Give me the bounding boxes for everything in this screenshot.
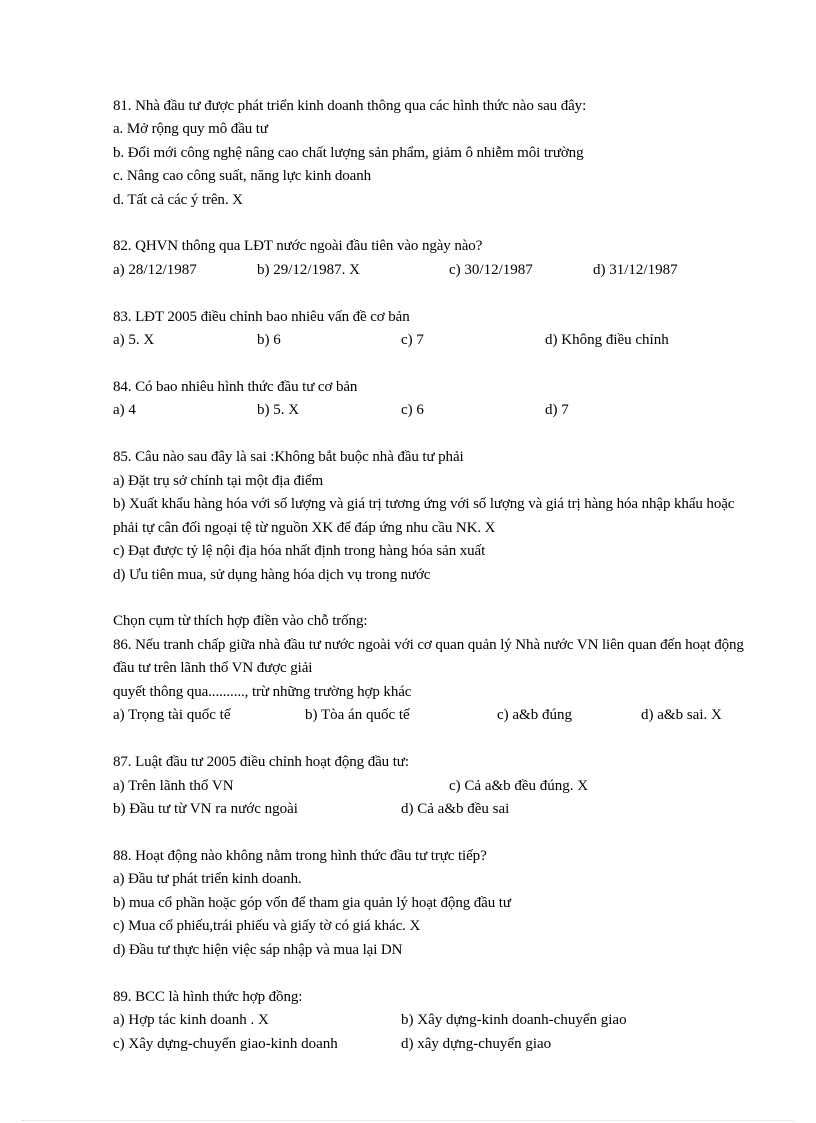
q81-option-b: b. Đổi mới công nghệ nâng cao chất lượng sản phẩm, giảm ô nhiễm môi trường xyxy=(113,145,584,161)
q82-option-d: d) 31/12/1987 xyxy=(593,262,678,278)
q86-option-b: b) Tòa án quốc tế xyxy=(305,707,410,723)
q81-option-c: c. Nâng cao công suất, năng lực kinh doanh xyxy=(113,168,372,184)
q83-option-c: c) 7 xyxy=(401,332,424,348)
q85-option-a: a) Đặt trụ sở chính tại một địa điểm xyxy=(113,473,324,489)
q87-option-d: d) Cả a&b đều sai xyxy=(401,801,510,817)
q83-option-d: d) Không điều chỉnh xyxy=(545,332,669,348)
q86-question-line1: 86. Nếu tranh chấp giữa nhà đầu tư nước ngoài với cơ quan quản lý Nhà nước VN liên quan đến hoạt động xyxy=(113,637,744,653)
q85-option-d: d) Ưu tiên mua, sử dụng hàng hóa dịch vụ trong nước xyxy=(113,567,431,583)
q83-question: 83. LĐT 2005 điều chỉnh bao nhiêu vấn đề cơ bản xyxy=(113,309,410,325)
q84-option-a: a) 4 xyxy=(113,402,136,418)
q87-question: 87. Luật đầu tư 2005 điều chỉnh hoạt động đầu tư: xyxy=(113,754,409,770)
q85-option-b-line1: b) Xuất khẩu hàng hóa với số lượng và giá trị tương ứng với số lượng và giá trị hàng hóa nhập khẩu hoặc xyxy=(113,496,735,512)
q88-question: 88. Hoạt động nào không nằm trong hình thức đầu tư trực tiếp? xyxy=(113,848,487,864)
q88-option-c: c) Mua cổ phiếu,trái phiếu và giấy tờ có giá khác. X xyxy=(113,918,421,934)
q86-option-c: c) a&b đúng xyxy=(497,707,572,723)
q85-option-c: c) Đạt được tỷ lệ nội địa hóa nhất định trong hàng hóa sản xuất xyxy=(113,543,486,559)
q81-option-a: a. Mở rộng quy mô đầu tư xyxy=(113,121,268,137)
q86-option-a: a) Trọng tài quốc tế xyxy=(113,707,231,723)
q83-option-b: b) 6 xyxy=(257,332,281,348)
q86-question-line2: đầu tư trên lãnh thổ VN được giải xyxy=(113,660,313,676)
q87-option-a: a) Trên lãnh thổ VN xyxy=(113,778,234,794)
q84-option-b: b) 5. X xyxy=(257,402,300,418)
q84-question: 84. Có bao nhiêu hình thức đầu tư cơ bản xyxy=(113,379,358,395)
q89-option-c: c) Xây dựng-chuyển giao-kinh doanh xyxy=(113,1036,338,1052)
q86-question-line3: quyết thông qua.........., trừ những trường hợp khác xyxy=(113,684,412,700)
q89-option-b: b) Xây dựng-kinh doanh-chuyển giao xyxy=(401,1012,627,1028)
q88-option-d: d) Đầu tư thực hiện việc sáp nhập và mua lại DN xyxy=(113,942,403,958)
q83-option-a: a) 5. X xyxy=(113,332,155,348)
q88-option-a: a) Đầu tư phát triển kinh doanh. xyxy=(113,871,302,887)
q89-option-a: a) Hợp tác kinh doanh . X xyxy=(113,1012,269,1028)
q82-option-b: b) 29/12/1987. X xyxy=(257,262,360,278)
q82-option-c: c) 30/12/1987 xyxy=(449,262,533,278)
q86-option-d: d) a&b sai. X xyxy=(641,707,722,723)
q89-option-d: d) xây dựng-chuyển giao xyxy=(401,1036,552,1052)
q81-option-d: d. Tất cả các ý trên. X xyxy=(113,192,243,208)
q84-option-c: c) 6 xyxy=(401,402,424,418)
q87-option-c: c) Cả a&b đều đúng. X xyxy=(449,778,589,794)
q82-option-a: a) 28/12/1987 xyxy=(113,262,197,278)
q85-question: 85. Câu nào sau đây là sai :Không bắt buộc nhà đầu tư phải xyxy=(113,449,464,465)
q85-option-b-line2: phải tự cân đối ngoại tệ từ nguồn XK để đáp ứng nhu cầu NK. X xyxy=(113,520,496,536)
q82-question: 82. QHVN thông qua LĐT nước ngoài đầu tiên vào ngày nào? xyxy=(113,238,483,254)
page-bottom-rule xyxy=(22,1120,794,1121)
q84-option-d: d) 7 xyxy=(545,402,569,418)
q87-option-b: b) Đầu tư từ VN ra nước ngoài xyxy=(113,801,298,817)
q89-question: 89. BCC là hình thức hợp đồng: xyxy=(113,989,303,1005)
q81-question: 81. Nhà đầu tư được phát triển kinh doanh thông qua các hình thức nào sau đây: xyxy=(113,98,587,114)
fill-in-heading: Chọn cụm từ thích hợp điền vào chỗ trống: xyxy=(113,613,368,629)
q88-option-b: b) mua cổ phần hoặc góp vốn để tham gia quản lý hoạt động đầu tư xyxy=(113,895,511,911)
